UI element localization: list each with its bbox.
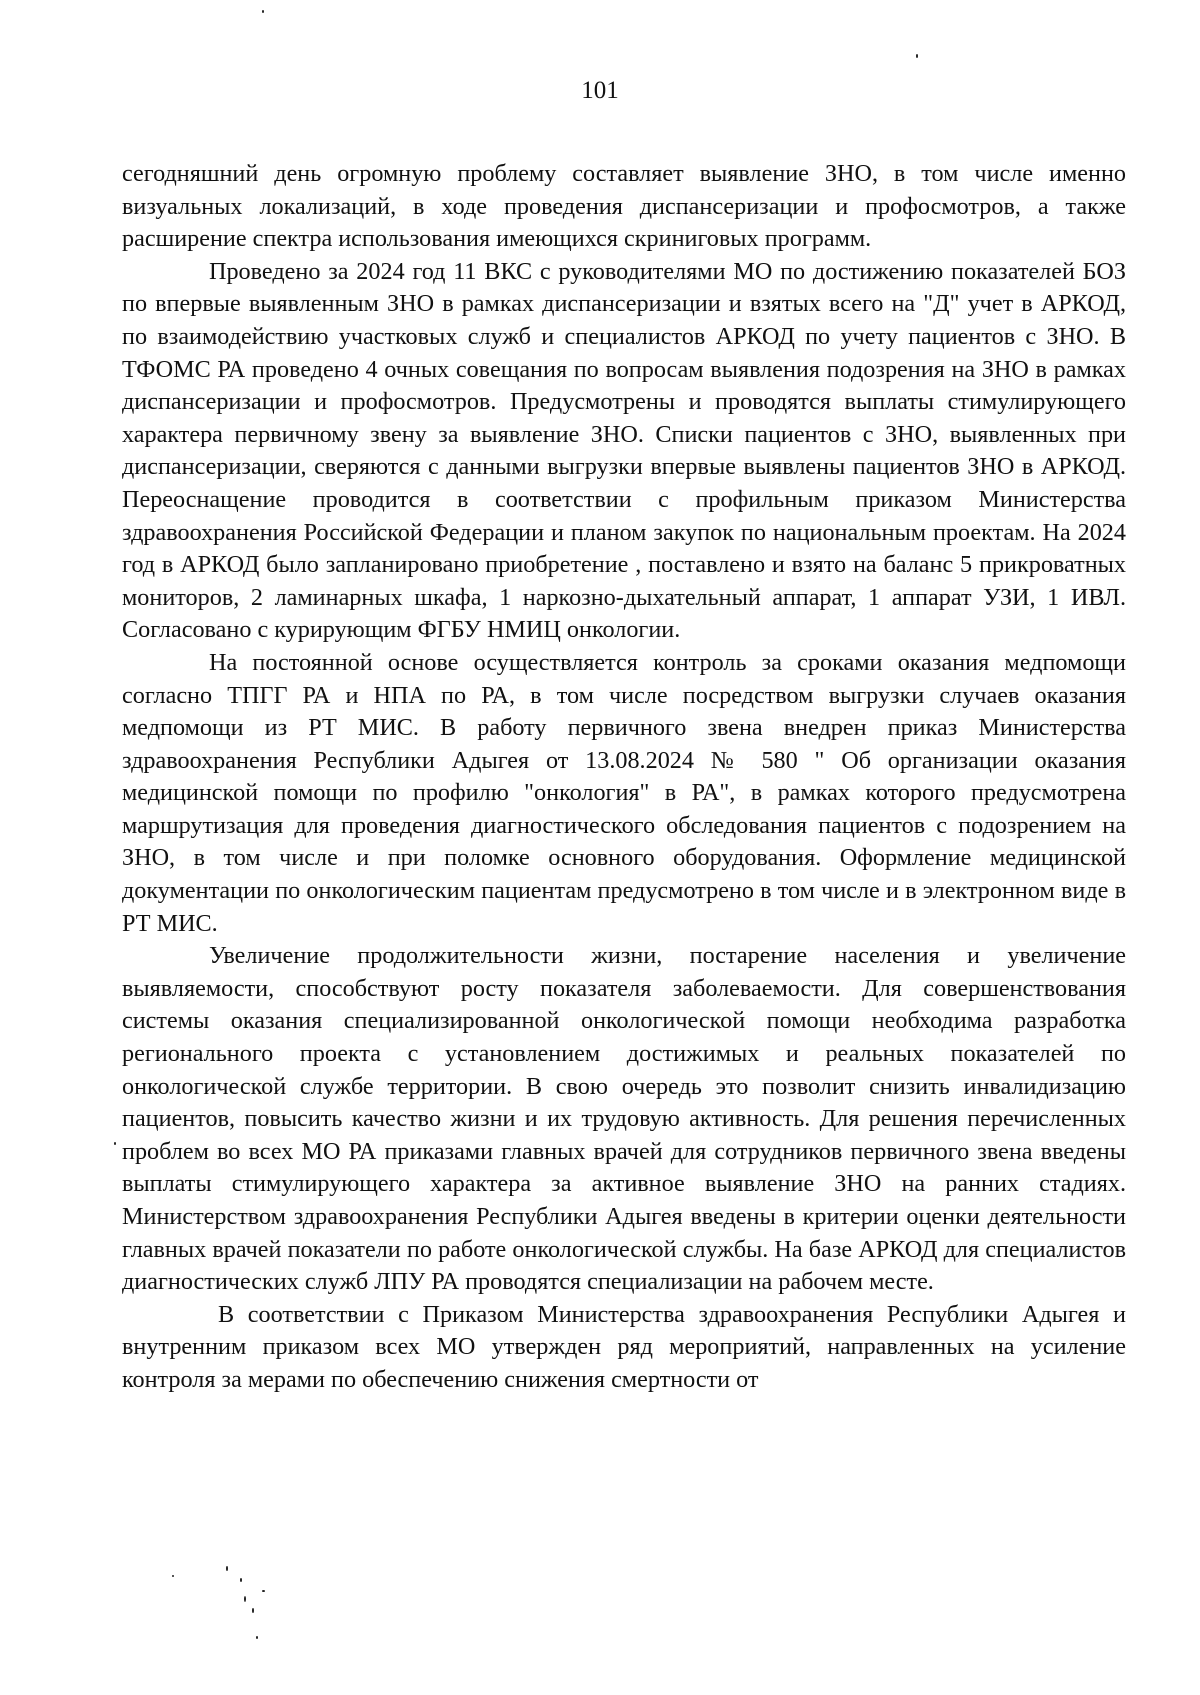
scan-speck: [240, 1578, 242, 1582]
paragraph-vks-meetings: Проведено за 2024 год 11 ВКС с руководителями МО по достижению показателей БОЗ по впервые выявленным ЗНО в рамках диспансеризации и взятых всего на "Д" учет в АРКОД, по взаимодействию участковых служб и специалистов АРКОД по учету пациентов с ЗНО. В ТФОМС РА проведено 4 очных совещания по вопросам выявления подозрения на ЗНО в рамках диспансеризации и профосмотров. Предусмотрены и проводятся выплаты стимулирующего характера первичному звену за выявление ЗНО. Списки пациентов с ЗНО, выявленных при диспансеризации, сверяются с данными выгрузки впервые выявлены пациентов ЗНО в АРКОД. Переоснащение проводится в соответствии с профильным приказом Министерства здравоохранения Российской Федерации и планом закупок по национальным проектам. На 2024 год в АРКОД было запланировано приобретение , поставлено и взято на баланс 5 прикроватных мониторов, 2 ламинарных шкафа, 1 наркозно-дыхательный аппарат, 1 аппарат УЗИ, 1 ИВЛ. Согласовано с курирующим ФГБУ НМИЦ онкологии.: [122, 257, 1126, 644]
scan-speck: [226, 1566, 228, 1571]
scan-speck: [916, 54, 918, 58]
paragraph-ministry-order: В соответствии с Приказом Министерства здравоохранения Республики Адыгея и внутренним приказом всех МО утвержден ряд мероприятий, направленных на усиление контроля за мерами по обеспечению снижения смертности от: [122, 1300, 1126, 1393]
scan-speck: [262, 10, 264, 13]
body-text: [122, 158, 1126, 1397]
paragraph-life-expectancy: Увеличение продолжительности жизни, постарение населения и увеличение выявляемости, способствуют росту показателя заболеваемости. Для совершенствования системы оказания специализированной онкологической помощи необходима разработка регионального проекта с установлением достижимых и реальных показателей по онкологической службе территории. В свою очередь это позволит снизить инвалидизацию пациентов, повысить качество жизни и их трудовую активность. Для решения перечисленных проблем во всех МО РА приказами главных врачей для сотрудников первичного звена введены выплаты стимулирующего характера за активное выявление ЗНО на ранних стадиях. Министерством здравоохранения Республики Адыгея введены в критерии оценки деятельности главных врачей показатели по работе онкологической службы. На базе АРКОД для специалистов диагностических служб ЛПУ РА проводятся специализации на рабочем месте.: [122, 942, 1126, 1296]
scan-speck: [244, 1596, 246, 1602]
paragraph-continuation: сегодняшний день огромную проблему составляет выявление ЗНО, в том числе именно визуальных локализаций, в ходе проведения диспансеризации и профосмотров, а также расширение спектра использования имеющихся скриниговых программ.: [122, 160, 1126, 253]
scan-speck: [172, 1575, 174, 1577]
scan-speck: [256, 1636, 258, 1639]
scan-speck: [262, 1590, 265, 1592]
paragraph-control-deadlines: На постоянной основе осуществляется контроль за сроками оказания медпомощи согласно ТПГГ РА и НПА по РА, в том числе посредством выгрузки случаев оказания медпомощи из РТ МИС. В работу первичного звена внедрен приказ Министерства здравоохранения Республики Адыгея от 13.08.2024 № 580 " Об организации оказания медицинской помощи по профилю "онкология" в РА", в рамках которого предусмотрена маршрутизация для проведения диагностического обследования пациентов с подозрением на ЗНО, в том числе и при поломке основного оборудования. Оформление медицинской документации по онкологическим пациентам предусмотрено в том числе и в электронном виде в РТ МИС.: [122, 648, 1126, 937]
scan-speck: [252, 1608, 254, 1613]
scan-speck: [114, 1142, 116, 1145]
page-number: 101: [581, 77, 619, 104]
